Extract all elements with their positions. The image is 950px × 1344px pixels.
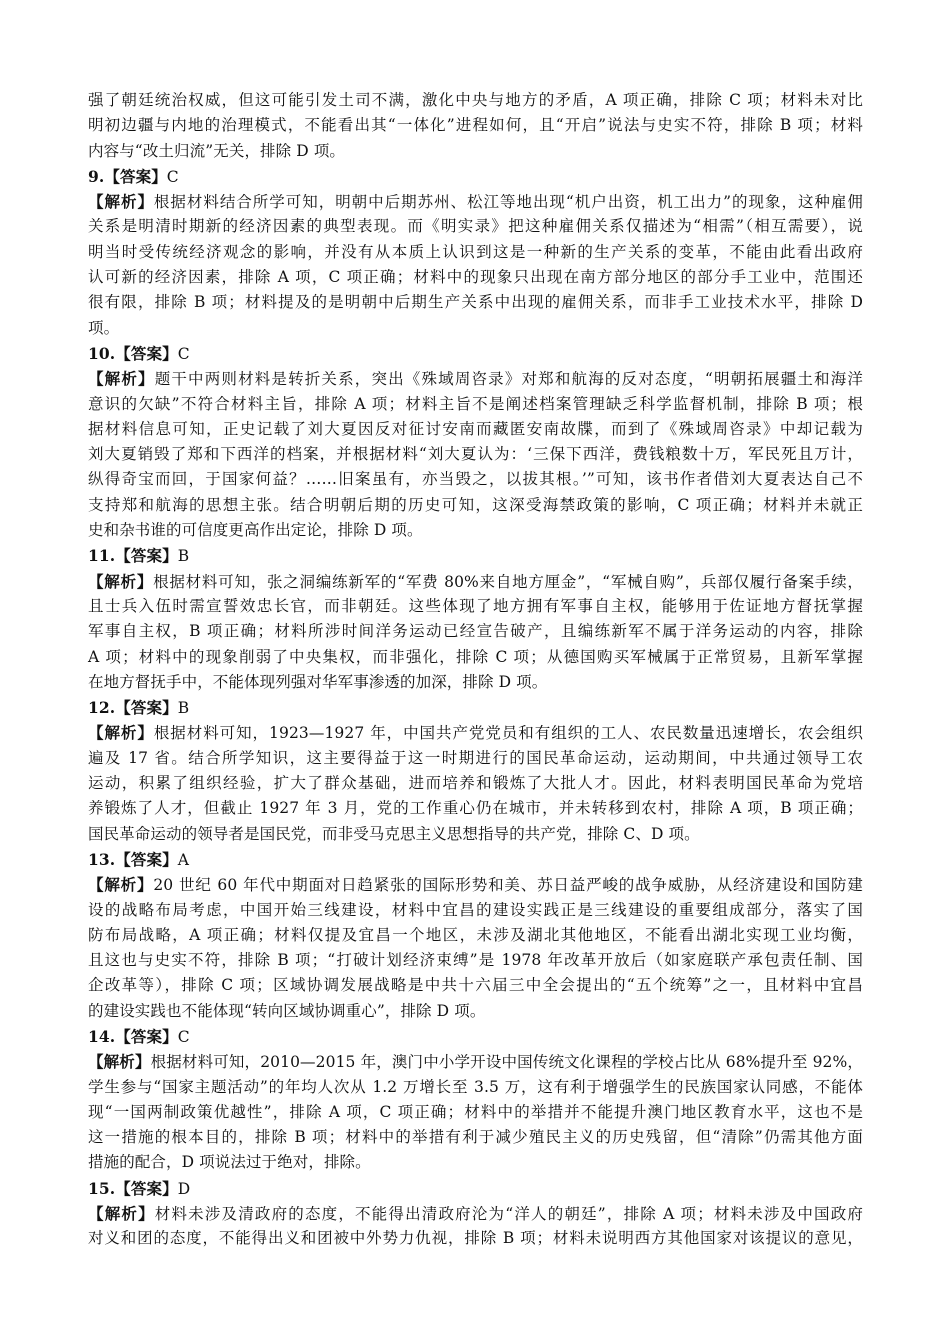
analysis-label: 【解析】 <box>88 571 154 591</box>
text-line <box>88 1201 863 1226</box>
analysis-paragraph-continued <box>88 88 863 164</box>
text-line <box>88 189 863 214</box>
analysis-paragraph-9 <box>88 189 863 341</box>
text-line: 认可新的经济因素，排除 A 项，C 项正确；材料中的现象只出现在南方部分地区的部分手工业中，范围还 <box>88 268 863 287</box>
question-number: 15. <box>88 1178 116 1198</box>
text-line: 设的战略布局考虑，中国开始三线建设，材料中宜昌的建设实践正是三线建设的重要组成部分，落实了国 <box>88 900 863 919</box>
analysis-paragraph-13 <box>88 872 863 1024</box>
text-line: 且士兵入伍时需宣誓效忠长官，而非朝廷。这些体现了地方拥有军事自主权，能够用于佐证地方督抚掌握 <box>88 596 863 615</box>
text-line: 企改革等），排除 C 项；区域协调发展战略是中共十六届三中全会提出的“五个统筹”之一，且材料中宜昌 <box>88 976 863 995</box>
text-line: 纵得奇宝而回，于国家何益？……旧案虽有，亦当毁之，以拔其根。’”可知，该书作者借刘大夏表达自己不 <box>88 470 863 489</box>
analysis-paragraph-10 <box>88 366 863 543</box>
analysis-text: 根据材料可知，张之洞编练新军的“军费 80%来自地方厘金”，“军械自购”，兵部仅履行备案手续， <box>153 572 863 591</box>
answer-label: 【答案】 <box>115 698 178 718</box>
text-line: 遍及 17 省。结合所学知识，这主要得益于这一时期进行的国民革命运动，运动期间，中共通过领导工农 <box>88 748 863 767</box>
text-line: 强了朝廷统治权威，但这可能引发土司不满，激化中央与地方的矛盾，A 项正确，排除 C 项；材料未对比 <box>88 91 863 109</box>
text-line: 项。 <box>88 318 120 337</box>
text-line: 防布局战略，A 项正确；材料仅提及宜昌一个地区，未涉及湖北其他地区，不能看出湖北实现工业均衡， <box>88 925 863 944</box>
text-line: 史和杂书谁的可信度更高作出定论，排除 D 项。 <box>88 521 423 540</box>
text-line: 在地方督抚手中，不能体现列强对华军事渗透的加深，排除 D 项。 <box>88 672 548 691</box>
text-line: 运动，积累了组织经验，扩大了群众基础，进而培养和锻炼了大批人才。因此，材料表明国民革命为党培 <box>88 774 863 793</box>
question-number: 14. <box>88 1026 116 1046</box>
text-line <box>88 720 863 745</box>
document-page <box>88 88 863 1252</box>
text-line: 内容与“改土归流”无关，排除 D 项。 <box>88 141 346 160</box>
text-line: 明初边疆与内地的治理模式，不能看出其“一体化”进程如何，且“开启”说法与史实不符，排除 B 项；材料 <box>88 116 863 135</box>
answer-line-13 <box>88 847 863 872</box>
answer-label: 【答案】 <box>115 343 178 363</box>
analysis-text: 根据材料可知，2010—2015 年，澳门中小学开设中国传统文化课程的学校占比从 68%提升至 92%， <box>150 1053 863 1072</box>
answer-label: 【答案】 <box>115 546 178 566</box>
question-number: 11. <box>88 546 116 566</box>
answer-label: 【答案】 <box>115 1026 178 1046</box>
analysis-text: 根据材料可知，1923—1927 年，中国共产党党员和有组织的工人、农民数量迅速增长，农会组织 <box>153 724 863 743</box>
analysis-label: 【解析】 <box>88 1052 151 1072</box>
text-line <box>88 872 863 897</box>
question-number: 9. <box>88 166 105 186</box>
analysis-text: 题干中两则材料是转折关系，突出《殊域周咨录》对郑和航海的反对态度，“明朝拓展疆土和海洋 <box>154 370 863 389</box>
question-number: 12. <box>88 698 116 718</box>
answer-line-15 <box>88 1176 863 1201</box>
question-number: 10. <box>88 343 116 363</box>
text-line: A 项；材料中的现象削弱了中央集权，而非强化，排除 C 项；从德国购买军械属于正常贸易，且新军掌握 <box>88 647 863 666</box>
analysis-text: 20 世纪 60 年代中期面对日趋紧张的国际形势和美、苏日益严峻的战争威胁，从经济建设和国防建 <box>153 876 863 895</box>
answer-value: B <box>177 547 190 566</box>
analysis-label: 【解析】 <box>88 723 154 743</box>
analysis-label: 【解析】 <box>88 1204 155 1224</box>
answer-value: C <box>177 344 190 363</box>
text-line: 据材料信息可知，正史记载了刘大夏因反对征讨安南而藏匿安南故牒，而到了《殊域周咨录》中却记载为 <box>88 419 863 438</box>
answer-line-12 <box>88 695 863 720</box>
answer-label: 【答案】 <box>115 849 178 869</box>
analysis-label: 【解析】 <box>88 875 154 895</box>
answer-line-9 <box>88 164 863 189</box>
text-line: 对义和团的态度，不能得出义和团被中外势力仇视，排除 B 项；材料未说明西方其他国家对该提议的意见， <box>88 1229 863 1248</box>
analysis-text: 材料未涉及清政府的态度，不能得出清政府沦为“洋人的朝廷”，排除 A 项；材料未涉及中国政府 <box>154 1205 863 1224</box>
analysis-label: 【解析】 <box>88 192 154 212</box>
text-line: 国民革命运动的领导者是国民党，而非受马克思主义思想指导的共产党，排除 C、D 项。 <box>88 824 700 843</box>
text-line: 措施的配合，D 项说法过于绝对，排除。 <box>88 1153 371 1172</box>
text-line: 且这也与史实不符，排除 B 项；“打破计划经济束缚”是 1978 年改革开放后（如家庭联产承包责任制、国 <box>88 951 863 970</box>
text-line: 刘大夏销毁了郑和下西洋的档案，并根据材料“刘大夏认为：‘三保下西洋，费钱粮数十万，军民死且万计， <box>88 445 863 464</box>
answer-value: B <box>177 699 190 718</box>
analysis-paragraph-15 <box>88 1201 863 1252</box>
analysis-paragraph-11 <box>88 569 863 695</box>
text-line: 这一措施的根本目的，排除 B 项；材料中的举措有利于减少殖民主义的历史残留，但“清除”仍需其他方面 <box>88 1128 863 1147</box>
text-line <box>88 569 863 594</box>
text-line: 的建设实践也不能体现“转向区域协调重心”，排除 D 项。 <box>88 1001 486 1020</box>
answer-value: C <box>177 1027 190 1046</box>
text-line: 学生参与“国家主题活动”的年均人次从 1.2 万增长至 3.5 万，这有利于增强学生的民族国家认同感，不能体 <box>88 1077 863 1096</box>
text-line: 很有限，排除 B 项；材料提及的是明朝中后期生产关系中出现的雇佣关系，而非手工业技术水平，排除 D <box>88 293 863 312</box>
answer-line-14 <box>88 1024 863 1049</box>
answer-value: A <box>177 850 189 869</box>
text-line: 军事自主权，B 项正确；材料所涉时间洋务运动已经宣告破产，且编练新军不属于洋务运动的内容，排除 <box>88 622 863 641</box>
answer-label: 【答案】 <box>115 1178 178 1198</box>
answer-line-11 <box>88 543 863 568</box>
text-line: 支持郑和航海的思想主张。结合明朝后期的历史可知，这深受海禁政策的影响，C 项正确；材料并未就正 <box>88 495 863 514</box>
text-line: 意识的欠缺”不符合材料主旨，排除 A 项；材料主旨不是阐述档案管理缺乏科学监督机制，排除 B 项；根 <box>88 394 863 413</box>
analysis-paragraph-12 <box>88 720 863 846</box>
answer-value: C <box>166 167 179 186</box>
text-line: 现“一国两制政策优越性”，排除 A 项，C 项正确；材料中的举措并不能提升澳门地区教育水平，这也不是 <box>88 1102 863 1121</box>
text-line: 养锻炼了人才，但截止 1927 年 3 月，党的工作重心仍在城市，并未转移到农村，排除 A 项，B 项正确； <box>88 799 863 818</box>
text-line <box>88 1049 863 1074</box>
analysis-label: 【解析】 <box>88 369 155 389</box>
text-line: 关系是明清时期新的经济因素的典型表现。而《明实录》把这种雇佣关系仅描述为“相需”（相互需要），说 <box>88 217 863 236</box>
analysis-text: 根据材料结合所学可知，明朝中后期苏州、松江等地出现“机户出资，机工出力”的现象，这种雇佣 <box>153 193 863 212</box>
answer-line-10 <box>88 341 863 366</box>
answer-label: 【答案】 <box>104 166 167 186</box>
analysis-paragraph-14 <box>88 1049 863 1175</box>
text-line <box>88 366 863 391</box>
answer-value: D <box>177 1179 191 1198</box>
question-number: 13. <box>88 849 116 869</box>
text-line: 明当时受传统经济观念的影响，并没有从本质上认识到这是一种新的生产关系的变革，不能由此看出政府 <box>88 242 863 261</box>
